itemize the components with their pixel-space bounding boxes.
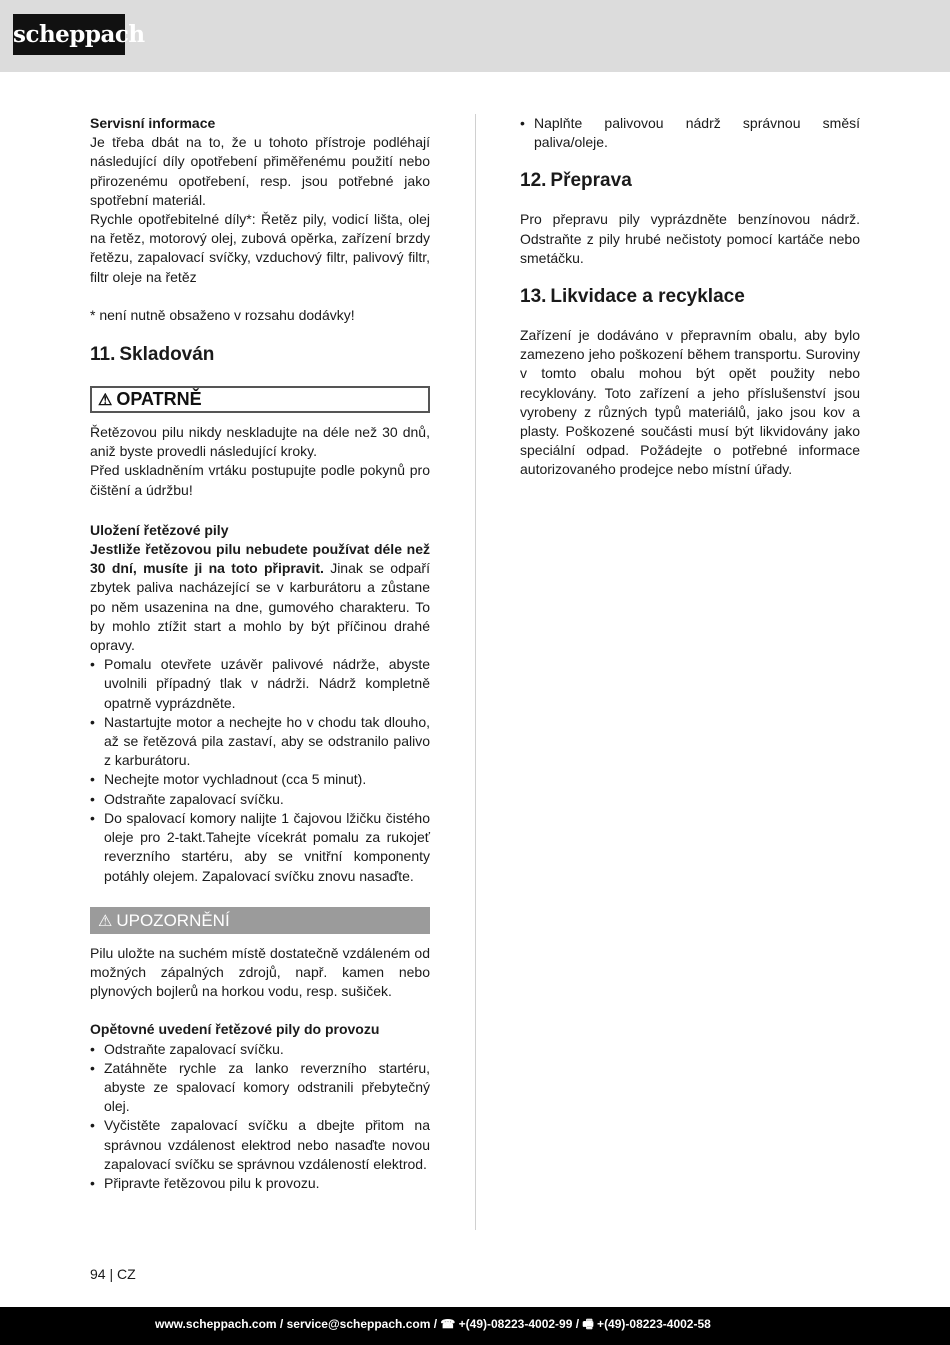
list-item: • Pomalu otevřete uzávěr palivové nádrže, abyste uvolnili případný tlak v nádrži. Nádrž kompletně opatrně vyprázdněte. bbox=[90, 655, 430, 713]
left-column bbox=[90, 114, 430, 1193]
warning-triangle-icon: ⚠ bbox=[98, 392, 113, 410]
list-item: • Naplňte palivovou nádrž správnou směsí paliva/oleje. bbox=[520, 114, 860, 152]
storage-title: Uložení řetězové pily bbox=[90, 521, 229, 538]
scheppach-logo: scheppach bbox=[13, 14, 125, 55]
section-number: 13. bbox=[520, 286, 547, 308]
notice-text: Pilu uložte na suchém místě dostatečně vzdáleném od možných zápalných zdrojů, např. kamen nebo plynových bojlerů na horkou vodu, resp. sušiček. bbox=[90, 944, 430, 1000]
section-title: Likvidace a recyklace bbox=[550, 286, 745, 308]
wear-parts-text: Rychle opotřebitelné díly*: Řetěz pily, vodicí lišta, olej na řetěz, motorový olej, zubová opěrka, zařízení brzdy řetězu, zapalovací svíčky, vzduchový filtr, palivový filtr, filtr oleje na řetěz bbox=[90, 211, 430, 285]
caution-label: OPATRNĚ bbox=[116, 389, 202, 410]
fill-list bbox=[520, 114, 860, 152]
storage-paragraph bbox=[90, 540, 430, 655]
restart-steps-list bbox=[90, 1040, 430, 1194]
right-column bbox=[520, 114, 860, 480]
list-item: • Do spalovací komory nalijte 1 čajovou lžičku čistého oleje pro 2-takt.Tahejte vícekrát pomalu za rukojeť reverzního startéru, aby se vnitřní komponenty potáhly olejem. Zapalovací svíčku znovu nasaďte. bbox=[90, 809, 430, 886]
service-title: Servisní informace bbox=[90, 115, 216, 131]
footer-bar bbox=[0, 1307, 950, 1345]
warning-triangle-icon: ⚠ bbox=[98, 912, 113, 930]
storage-bold-text: Jestliže řetězovou pilu nebudete používat déle než 30 dní, musíte ji na toto připravit. bbox=[90, 541, 430, 577]
transport-text: Pro přepravu pily vyprázdněte benzínovou nádrž. Odstraňte z pily hrubé nečistoty pomocí kartáče nebo smetáčku. bbox=[520, 211, 860, 266]
notice-label: UPOZORNĚNÍ bbox=[116, 910, 230, 930]
restart-title: Opětovné uvedení řetězové pily do provozu bbox=[90, 1021, 380, 1038]
list-item: • Nastartujte motor a nechejte ho v chodu tak dlouho, až se řetězová pila zastaví, aby se odstranilo palivo z karburátoru. bbox=[90, 713, 430, 771]
section-12-heading bbox=[520, 169, 860, 193]
column-divider bbox=[475, 114, 476, 1230]
section-13-heading bbox=[520, 285, 860, 309]
disposal-text: Zařízení je dodáváno v přepravním obalu, aby bylo zamezeno jeho poškození během transportu. Suroviny v tomto obalu mohou být opět použity nebo recyklovány. Toto zařízení a jeho příslušenství jsou vyrobeny z různých typů materiálů, jako jsou kov a plasty. Poškozené součásti musí být likvidovány jako speciální odpad. Požádejte o potřebné informace autorizovaného prodejce nebo místní úřady. bbox=[520, 327, 860, 478]
service-text: Je třeba dbát na to, že u tohoto přístroje podléhají následující díly opotřebení přiměřenému použití nebo přirozenému opotřebení, resp. jsou potřebné jako spotřební materiál. bbox=[90, 134, 430, 208]
caution-box bbox=[90, 386, 430, 413]
page-header bbox=[0, 0, 950, 72]
list-item: • Připravte řetězovou pilu k provozu. bbox=[90, 1174, 430, 1193]
storage-steps-list bbox=[90, 655, 430, 885]
caution-text: Řetězovou pilu nikdy neskladujte na déle než 30 dnů, aniž byste provedli následující kroky. bbox=[90, 424, 430, 460]
list-item: • Odstraňte zapalovací svíčku. bbox=[90, 790, 430, 809]
list-item: • Zatáhněte rychle za lanko reverzního startéru, abyste ze spalovací komory odstranili přebytečný olej. bbox=[90, 1059, 430, 1117]
section-number: 12. bbox=[520, 170, 547, 192]
section-number: 11. bbox=[90, 344, 116, 366]
caution-text-2: Před uskladněním vrtáku postupujte podle pokynů pro čištění a údržbu! bbox=[90, 462, 430, 498]
notice-box bbox=[90, 907, 430, 934]
section-11-heading bbox=[90, 343, 430, 367]
page-number: 94 | CZ bbox=[90, 1266, 136, 1282]
list-item: • Odstraňte zapalovací svíčku. bbox=[90, 1040, 430, 1059]
list-item: • Nechejte motor vychladnout (cca 5 minut). bbox=[90, 770, 430, 789]
footnote: * není nutně obsaženo v rozsahu dodávky! bbox=[90, 306, 355, 323]
list-item: • Vyčistěte zapalovací svíčku a dbejte přitom na správnou vzdálenost elektrod nebo nasaďte novou zapalovací svíčku se správnou vzdáleností elektrod. bbox=[90, 1116, 430, 1174]
section-title: Přeprava bbox=[550, 170, 632, 192]
section-title: Skladován bbox=[119, 344, 215, 366]
storage-text: Jinak se odpaří zbytek paliva nacházející se v karburátoru a zůstane po něm usazenina na dne, gumového charakteru. To by mohlo ztížit start a mohlo by být příčinou drahé opravy. bbox=[90, 560, 430, 654]
contact-info: www.scheppach.com / service@scheppach.com / ☎ +(49)-08223-4002-99 / 🖷 +(49)-08223-4002-58 bbox=[155, 1317, 711, 1331]
